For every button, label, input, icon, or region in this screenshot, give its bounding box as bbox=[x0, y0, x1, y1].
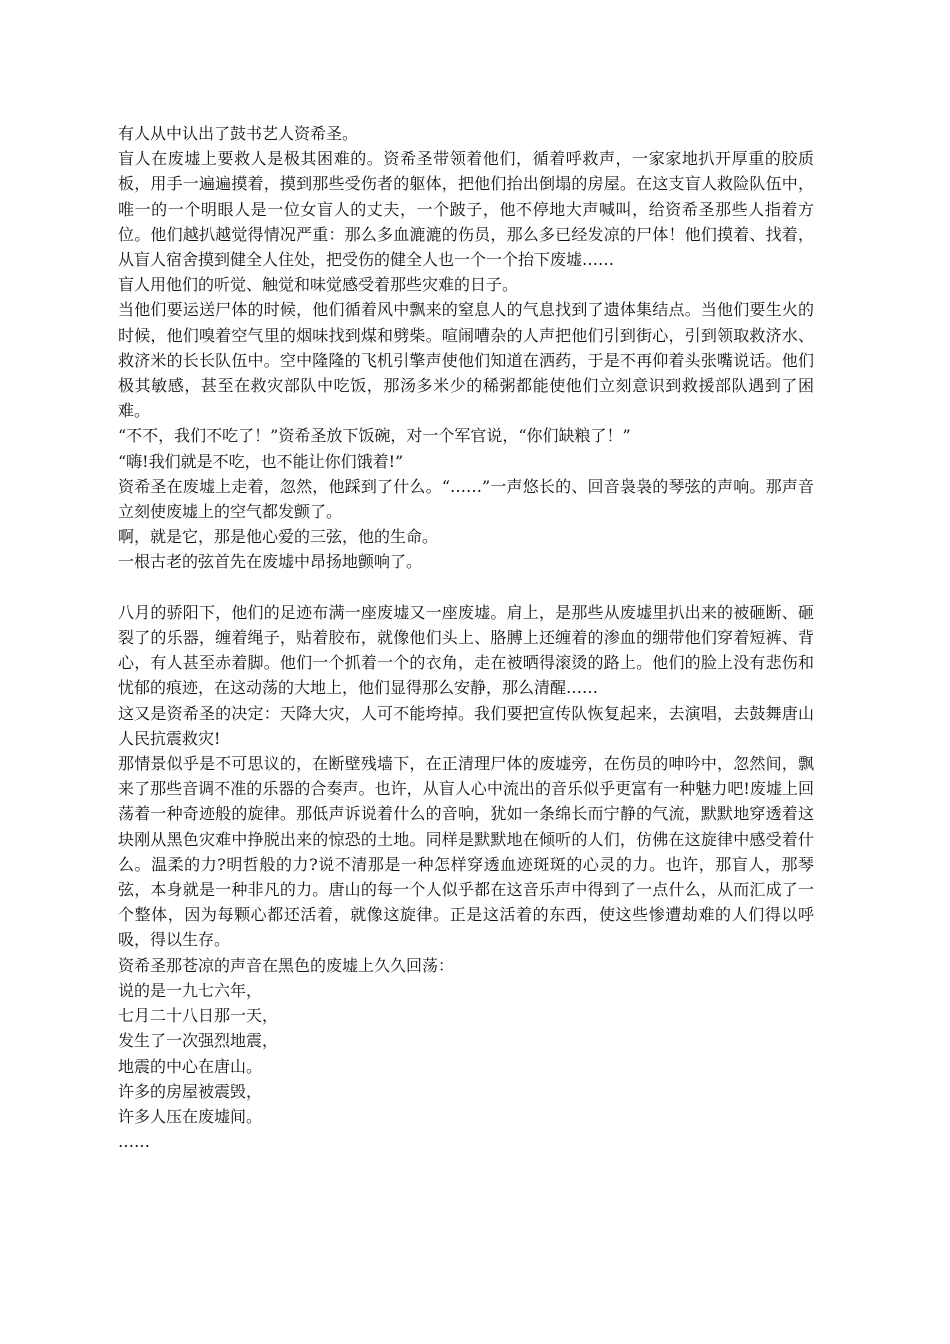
verse-line: 说的是一九七六年， bbox=[118, 980, 263, 1000]
paragraph: 盲人用他们的听觉、触觉和味觉感受着那些灾难的日子。 bbox=[118, 275, 519, 295]
paragraph: “不不，我们不吃了！”资希圣放下饭碗，对一个军官说，“你们缺粮了！” bbox=[118, 426, 631, 446]
paragraph: 啊，就是它，那是他心爱的三弦，他的生命。 bbox=[118, 527, 439, 547]
paragraph: 当他们要运送尸体的时候，他们循着风中飘来的窒息人的气息找到了遗体集结点。当他们要生火的时候，他们嗅着空气里的烟味找到煤和劈柴。喧闹嘈杂的人声把他们引到街心，引到领取救济水、救济米的长长队伍中。空中隆隆的飞机引擎声使他们知道在洒药，于是不再仰着头张嘴说话。他们极其敏感，甚至在救灾部队中吃饭，那汤多米少的稀粥都能使他们立刻意识到救援部队遇到了困难。 bbox=[118, 300, 814, 421]
paragraph: “嗨!我们就是不吃，也不能让你们饿着!” bbox=[118, 451, 404, 471]
verse-line: 地震的中心在唐山。 bbox=[118, 1056, 263, 1076]
paragraph: 一根古老的弦首先在废墟中昂扬地颤响了。 bbox=[118, 552, 423, 572]
verse-line: 发生了一次强烈地震， bbox=[118, 1031, 279, 1051]
verse-line: 许多的房屋被震毁， bbox=[118, 1081, 263, 1101]
paragraph: 八月的骄阳下，他们的足迹布满一座废墟又一座废墟。肩上，是那些从废墟里扒出来的被砸断、砸裂了的乐器，缠着绳子，贴着胶布，就像他们头上、胳膊上还缠着的渗血的绷带他们穿着短裤、背心，有人甚至赤着脚。他们一个抓着一个的衣角，走在被晒得滚烫的路上。他们的脸上没有悲伤和忧郁的痕迹，在这动荡的大地上，他们显得那么安静，那么清醒…… bbox=[118, 602, 814, 698]
verse-line: …… bbox=[118, 1132, 150, 1152]
paragraph: 资希圣在废墟上走着，忽然，他踩到了什么。“……”一声悠长的、回音袅袅的琴弦的声响。那声音立刻使废墟上的空气都发颤了。 bbox=[118, 476, 814, 522]
paragraph: 那情景似乎是不可思议的，在断壁残墙下，在正清理尸体的废墟旁，在伤员的呻吟中，忽然间，飘来了那些音调不准的乐器的合奏声。也许，从盲人心中流出的音乐似乎更富有一种魅力吧!废墟上回荡着一种奇迹般的旋律。那低声诉说着什么的音响，犹如一条绵长而宁静的气流，默默地穿透着这块刚从黑色灾难中挣脱出来的惊恐的土地。同样是默默地在倾听的人们，仿佛在这旋律中感受着什么。温柔的力?明哲般的力?说不清那是一种怎样穿透血迹斑斑的心灵的力。也许，那盲人，那琴弦，本身就是一种非凡的力。唐山的每一个人似乎都在这音乐声中得到了一点什么，从而汇成了一个整体，因为每颗心都还活着，就像这旋律。正是这活着的东西，使这些惨遭劫难的人们得以呼吸，得以生存。 bbox=[118, 754, 814, 950]
paragraph: 资希圣那苍凉的声音在黑色的废墟上久久回荡： bbox=[118, 955, 455, 975]
paragraph: 这又是资希圣的决定：天降大灾，人可不能垮掉。我们要把宣传队恢复起来，去演唱，去鼓舞唐山人民抗震救灾! bbox=[118, 703, 814, 748]
document-page bbox=[118, 121, 814, 1154]
section-break bbox=[118, 575, 814, 600]
paragraph: 有人从中认出了鼓书艺人资希圣。 bbox=[118, 124, 359, 143]
verse-line: 许多人压在废墟间。 bbox=[118, 1106, 263, 1126]
paragraph: 盲人在废墟上要救人是极其困难的。资希圣带领着他们，循着呼救声，一家家地扒开厚重的胶质板，用手一遍遍摸着，摸到那些受伤者的躯体，把他们抬出倒塌的房屋。在这支盲人救险队伍中，唯一的一个明眼人是一位女盲人的丈夫，一个跛子，他不停地大声喊叫，给资希圣那些人指着方位。他们越扒越觉得情况严重：那么多血漉漉的伤员，那么多已经发凉的尸体！他们摸着、找着，从盲人宿舍摸到健全人住处，把受伤的健全人也一个一个抬下废墟…… bbox=[118, 149, 814, 270]
verse-line: 七月二十八日那一天， bbox=[118, 1006, 279, 1026]
